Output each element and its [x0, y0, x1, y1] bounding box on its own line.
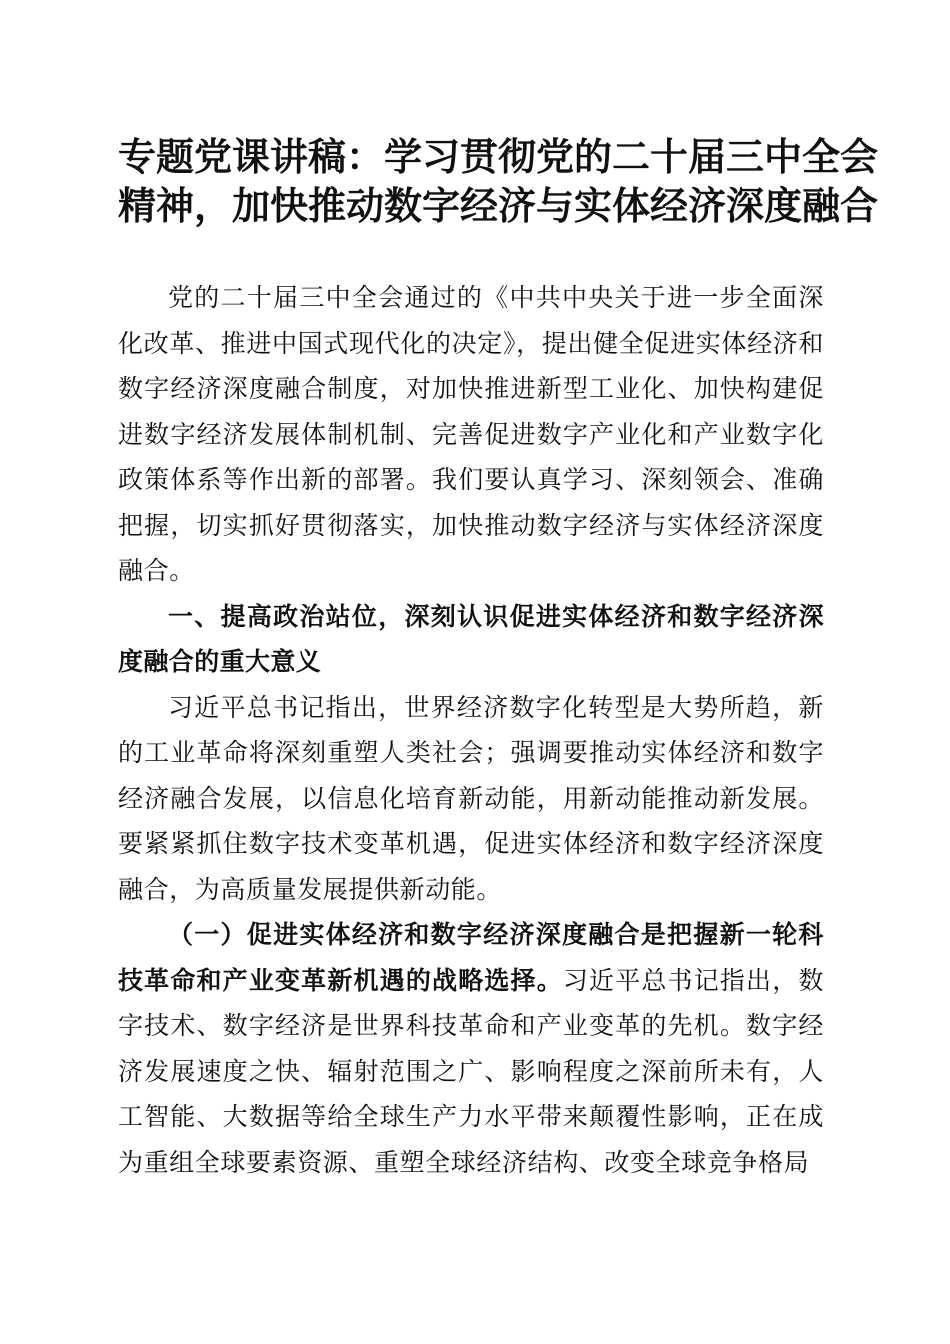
document-body: [118, 275, 824, 1185]
title-line-2: 精神，加快推动数字经济与实体经济深度融合: [118, 183, 879, 228]
document-title: [118, 132, 879, 230]
intro-paragraph: 党的二十届三中全会通过的《中共中央关于进一步全面深化改革、推进中国式现代化的决定》，提出健全促进实体经济和数字经济深度融合制度，对加快推进新型工业化、加快构建促进数字经济发展体制机制、完善促进数字产业化和产业数字化政策体系等作出新的部署。我们要认真学习、深刻领会、准确把握，切实抓好贯彻落实，加快推动数字经济与实体经济深度融合。: [118, 283, 824, 585]
title-line-1: 专题党课讲稿：学习贯彻党的二十届三中全会: [118, 134, 879, 179]
subsection-1-body: 习近平总书记指出，数字技术、数字经济是世界科技革命和产业变革的先机。数字经济发展速度之快、辐射范围之广、影响程度之深前所未有，人工智能、大数据等给全球生产力水平带来颠覆性影响，正在成为重组全球要素资源、重塑全球经济结构、改变全球竞争格局: [118, 965, 824, 1177]
section-1-paragraph: 习近平总书记指出，世界经济数字化转型是大势所趋，新的工业革命将深刻重塑人类社会；强调要推动实体经济和数字经济融合发展，以信息化培育新动能，用新动能推动新发展。要紧紧抓住数字技术变革机遇，促进实体经济和数字经济深度融合，为高质量发展提供新动能。: [118, 692, 824, 904]
section-heading-1: 一、提高政治站位，深刻认识促进实体经济和数字经济深度融合的重大意义: [118, 601, 824, 676]
subsection-1-lead: （一）促进实体经济和数字经济深度融合是把握新一轮科技革命和产业变革新机遇的战略选择。: [118, 920, 824, 995]
subsection-1-paragraph: [118, 912, 824, 1185]
